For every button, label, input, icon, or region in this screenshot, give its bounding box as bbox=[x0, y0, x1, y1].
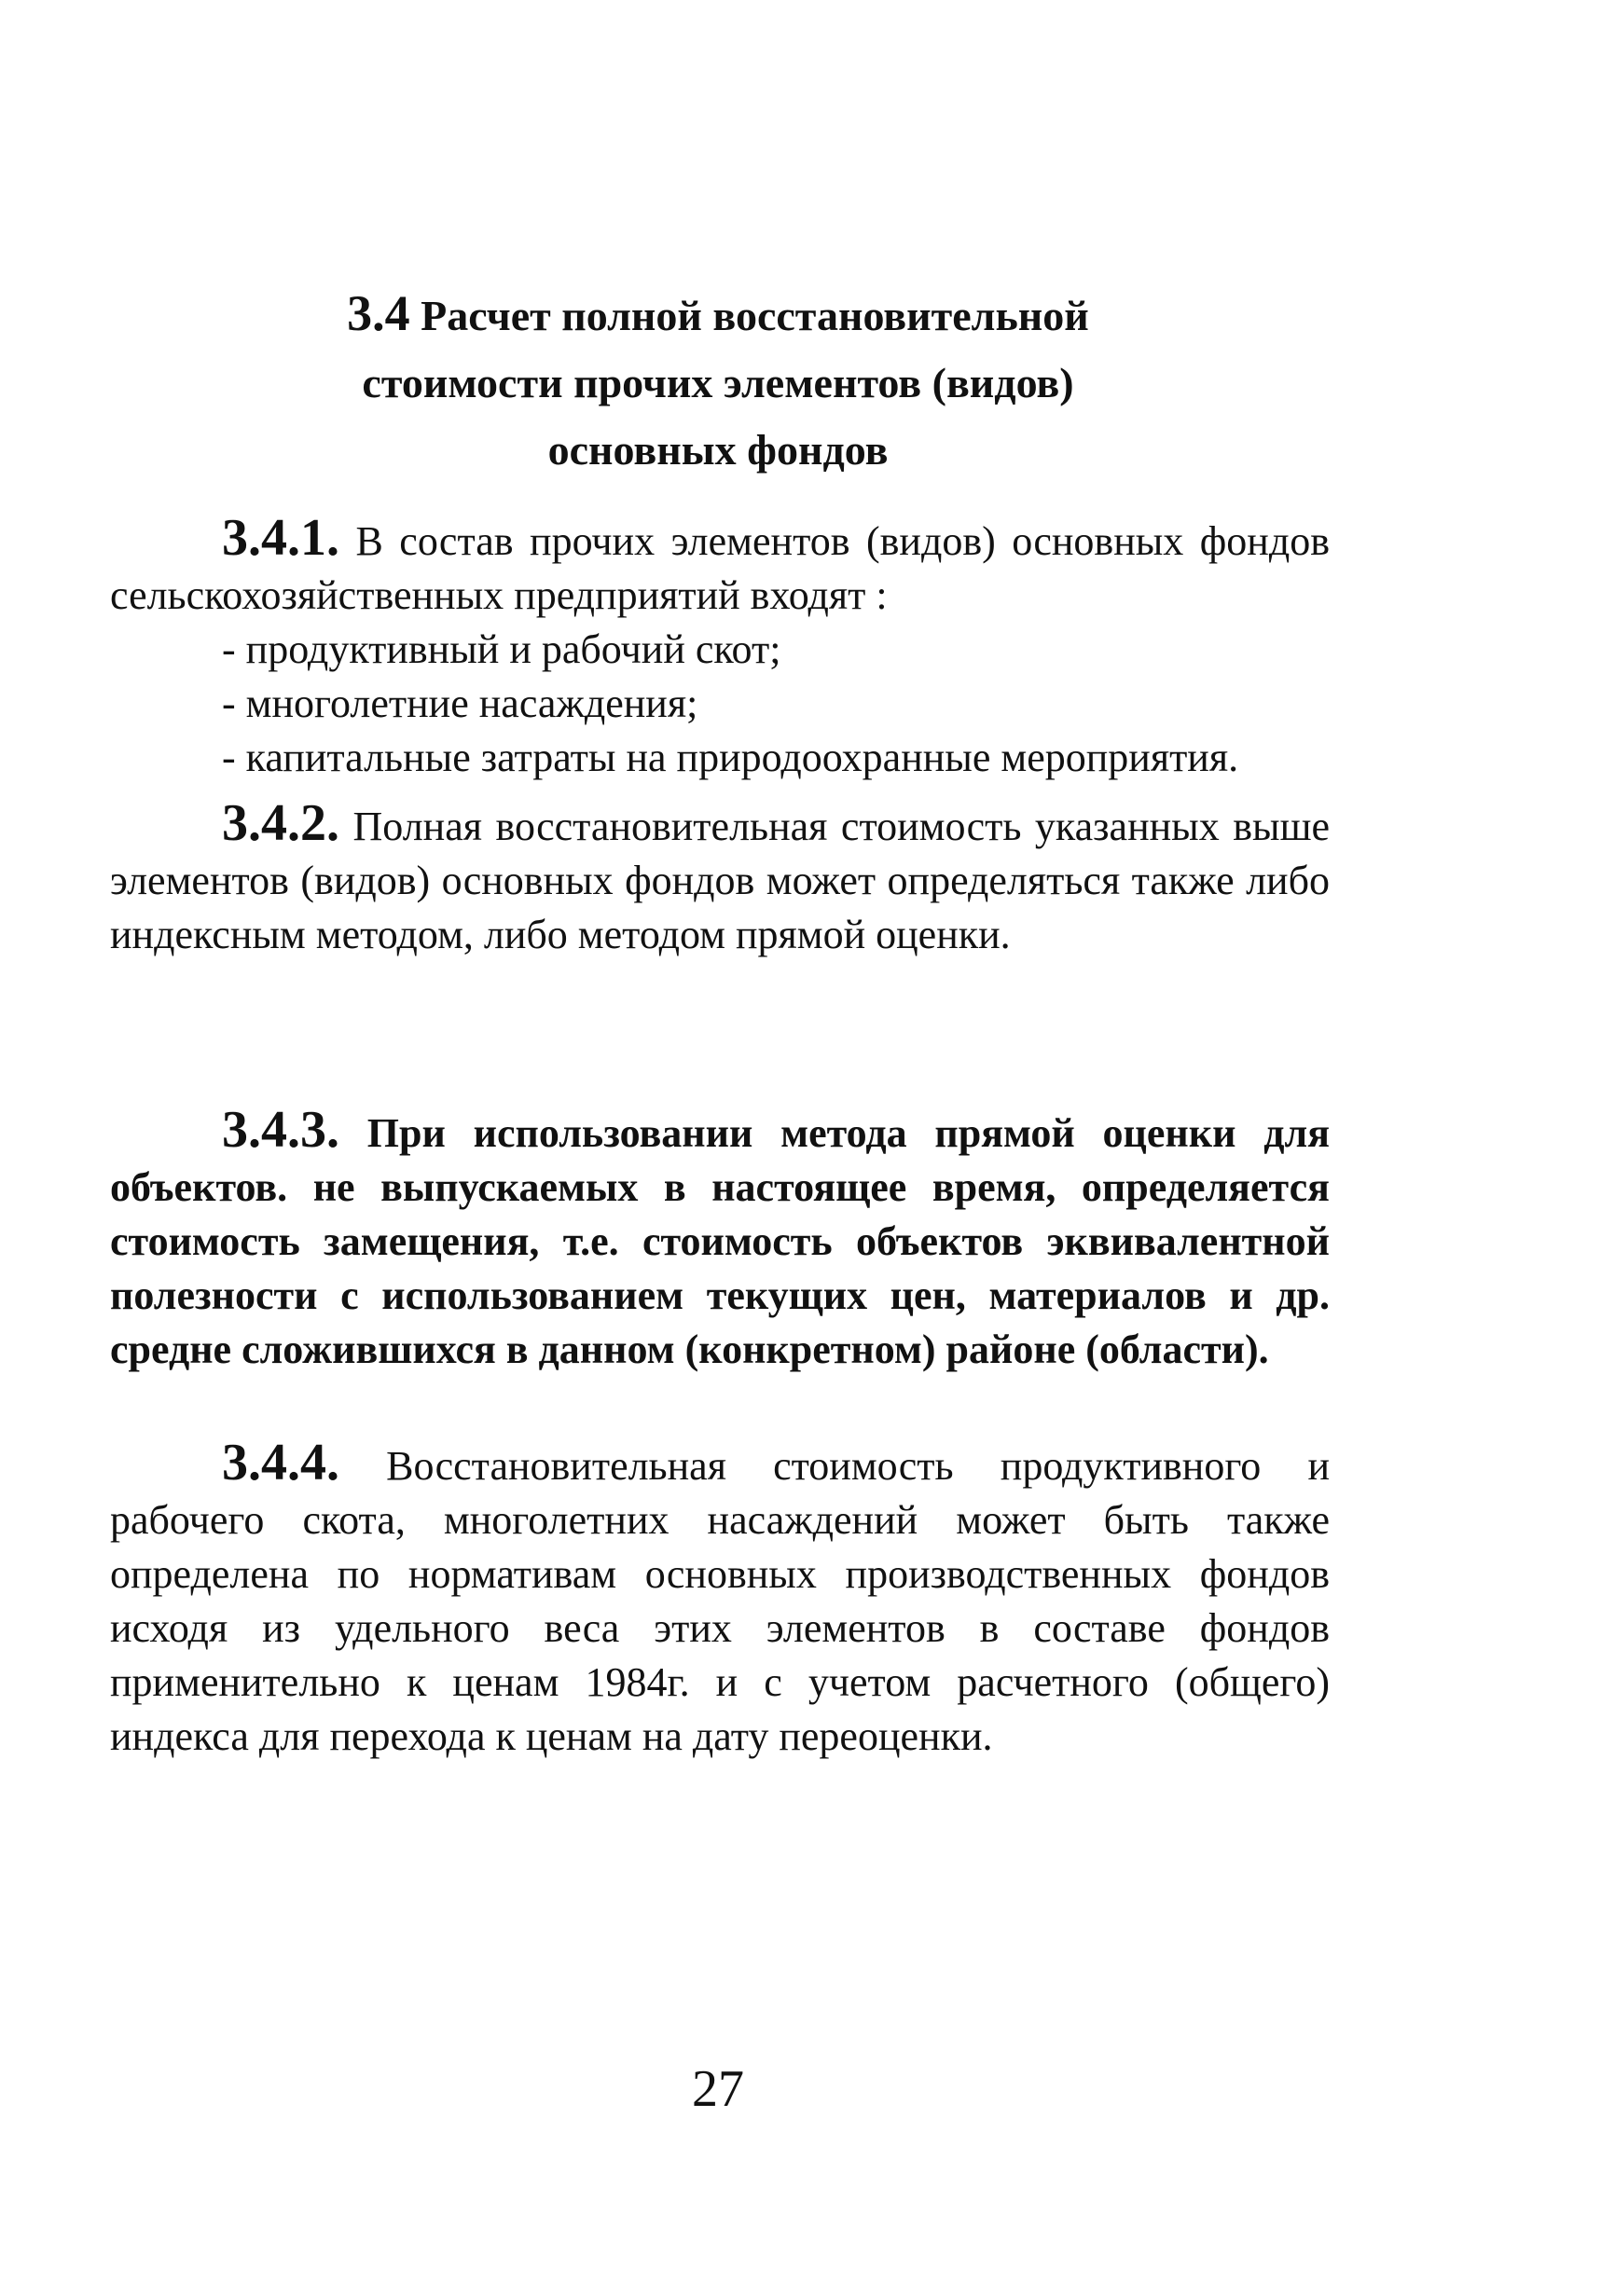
section-title bbox=[186, 280, 1249, 484]
paragraph-block-343 bbox=[110, 1103, 1330, 1377]
title-line-1-text: Расчет полной восстановительной bbox=[421, 292, 1089, 339]
paragraph-number: 3.4.1. bbox=[222, 509, 339, 567]
paragraph-3-4-3 bbox=[110, 1103, 1330, 1377]
paragraph-number: 3.4.2. bbox=[222, 794, 339, 852]
paragraph-3-4-2 bbox=[110, 796, 1330, 962]
paragraph-text: В состав прочих элементов (видов) основных фондов сельскохозяйственных предприятий входят : bbox=[110, 518, 1331, 618]
title-line-2: стоимости прочих элементов (видов) bbox=[362, 359, 1074, 406]
paragraphs-341-342 bbox=[110, 511, 1330, 962]
title-line-1 bbox=[186, 280, 1249, 350]
list-item: - капитальные затраты на природоохранные мероприятия. bbox=[222, 735, 1239, 780]
list-item: - продуктивный и рабочий скот; bbox=[222, 626, 781, 672]
paragraph-text: Восстановительная стоимость продуктивного и рабочего скота, многолетних насаждений может быть также определена по нормативам основных производственных фондов исходя из удельного веса этих элементов в составе фондов применительно к ценам 1984г. и с учетом расчетного (общего) индекса для перехода к ценам на дату переоценки. bbox=[110, 1443, 1330, 1759]
paragraph-number: 3.4.3. bbox=[222, 1101, 339, 1159]
list-item: - многолетние насаждения; bbox=[222, 681, 698, 726]
paragraph-text: Полная восстановительная стоимость указанных выше элементов (видов) основных фондов может определяться также либо индексным методом, либо методом прямой оценки. bbox=[110, 804, 1331, 957]
page-number: 27 bbox=[692, 2060, 744, 2118]
title-line-3: основных фондов bbox=[547, 426, 889, 474]
paragraph-3-4-4 bbox=[110, 1436, 1330, 1764]
paragraph-text: При использовании метода прямой оценки для объектов. не выпускаемых в настоящее время, определяется стоимость замещения, т.е. стоимость объектов эквивалентной полезности с использованием текущих цен, материалов и др. средне сложившихся в данном (конкретном) районе (области). bbox=[110, 1110, 1331, 1372]
paragraph-number: 3.4.4. bbox=[222, 1434, 339, 1492]
title-section-number: 3.4 bbox=[347, 285, 410, 341]
paragraph-3-4-1 bbox=[110, 511, 1330, 623]
paragraph-block-344 bbox=[110, 1436, 1330, 1764]
